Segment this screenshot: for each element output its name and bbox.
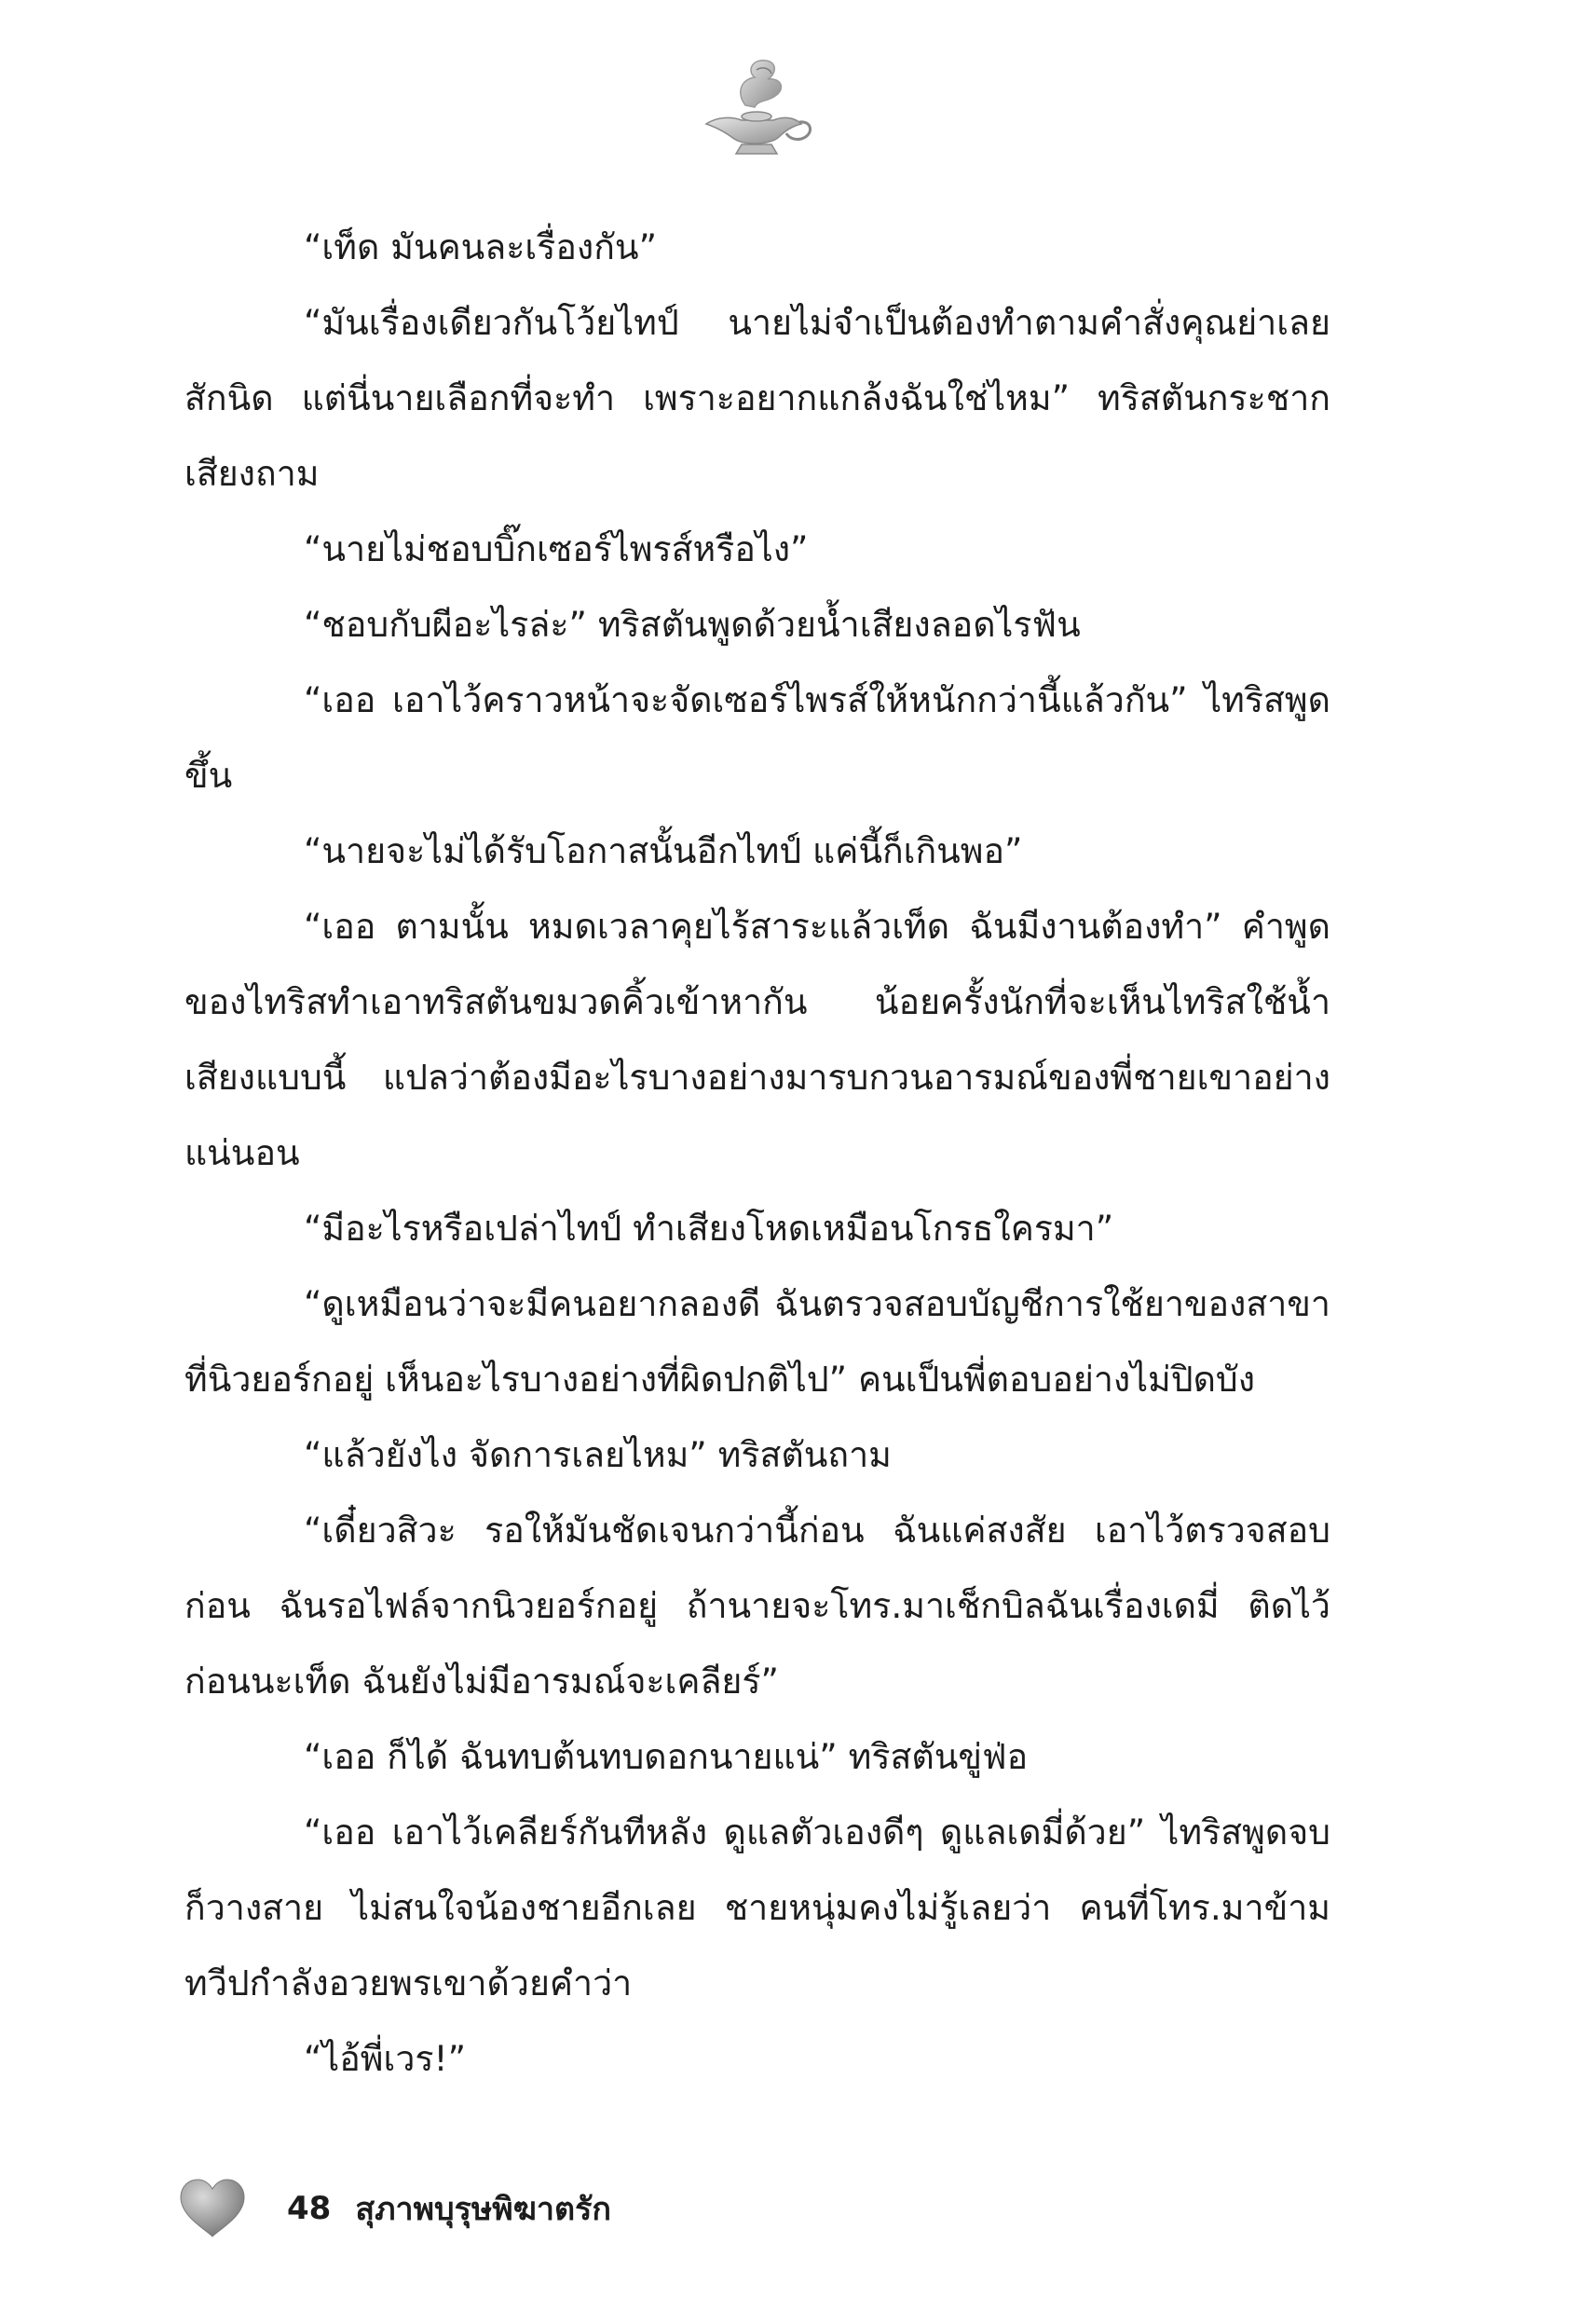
paragraph: “แล้วยังไง จัดการเลยไหม” ทริสตันถาม bbox=[304, 1434, 892, 1475]
paragraph: “นายไม่ชอบบิ๊กเซอร์ไพรส์หรือไง” bbox=[304, 528, 809, 569]
genie-lamp-icon bbox=[689, 51, 820, 163]
paragraph: “เดี๋ยวสิวะ รอให้มันชัดเจนกว่านี้ก่อน ฉันแค่สงสัย เอาไว้ตรวจสอบก่อน ฉันรอไฟล์จากนิวยอร์กอยู่ ถ้านายจะโทร.มาเช็กบิลฉันเรื่องเดมี่ ติดไว้ก่อนนะเท็ด ฉันยังไม่มีอารมณ์จะเคลียร์” bbox=[184, 1510, 1330, 1702]
body-text bbox=[184, 210, 1330, 2097]
paragraph: “มีอะไรหรือเปล่าไทป์ ทำเสียงโหดเหมือนโกรธใครมา” bbox=[304, 1208, 1114, 1249]
paragraph: “เท็ด มันคนละเรื่องกัน” bbox=[304, 226, 657, 267]
paragraph: “เออ เอาไว้คราวหน้าจะจัดเซอร์ไพรส์ให้หนักกว่านี้แล้วกัน” ไทริสพูดขึ้น bbox=[184, 679, 1330, 796]
paragraph: “เออ เอาไว้เคลียร์กันทีหลัง ดูแลตัวเองดีๆ ดูแลเดมี่ด้วย” ไทริสพูดจบก็วางสาย ไม่สนใจน้องชายอีกเลย ชายหนุ่มคงไม่รู้เลยว่า คนที่โทร.มาข้ามทวีปกำลังอวยพรเขาด้วยคำว่า bbox=[184, 1812, 1330, 2003]
paragraph: “เออ ตามนั้น หมดเวลาคุยไร้สาระแล้วเท็ด ฉันมีงานต้องทำ” คำพูดของไทริสทำเอาทริสตันขมวดคิ้วเข้าหากัน น้อยครั้งนักที่จะเห็นไทริสใช้น้ำเสียงแบบนี้ แปลว่าต้องมีอะไรบางอย่างมารบกวนอารมณ์ของพี่ชายเขาอย่างแน่นอน bbox=[184, 906, 1330, 1173]
page-footer bbox=[177, 2171, 611, 2246]
paragraph: “เออ ก็ได้ ฉันทบต้นทบดอกนายแน่” ทริสตันขู่ฟ่อ bbox=[304, 1736, 1029, 1777]
book-title: สุภาพบุรุษพิฆาตรัก bbox=[355, 2191, 611, 2228]
paragraph: “มันเรื่องเดียวกันโว้ยไทป์ นายไม่จำเป็นต้องทำตามคำสั่งคุณย่าเลยสักนิด แต่นี่นายเลือกที่จะทำ เพราะอยากแกล้งฉันใช่ไหม” ทริสตันกระชากเสียงถาม bbox=[184, 302, 1330, 494]
paragraph: “ไอ้พี่เวร!” bbox=[304, 2038, 467, 2079]
paragraph: “ดูเหมือนว่าจะมีคนอยากลองดี ฉันตรวจสอบบัญชีการใช้ยาของสาขาที่นิวยอร์กอยู่ เห็นอะไรบางอย่างที่ผิดปกติไป” คนเป็นพี่ตอบอย่างไม่ปิดบัง bbox=[184, 1283, 1330, 1400]
paragraph: “นายจะไม่ได้รับโอกาสนั้นอีกไทป์ แค่นี้ก็เกินพอ” bbox=[304, 830, 1023, 871]
page-number: 48 bbox=[287, 2190, 332, 2227]
paragraph: “ชอบกับผีอะไรล่ะ” ทริสตันพูดด้วยน้ำเสียงลอดไรฟัน bbox=[304, 604, 1081, 645]
heart-icon bbox=[177, 2177, 248, 2240]
